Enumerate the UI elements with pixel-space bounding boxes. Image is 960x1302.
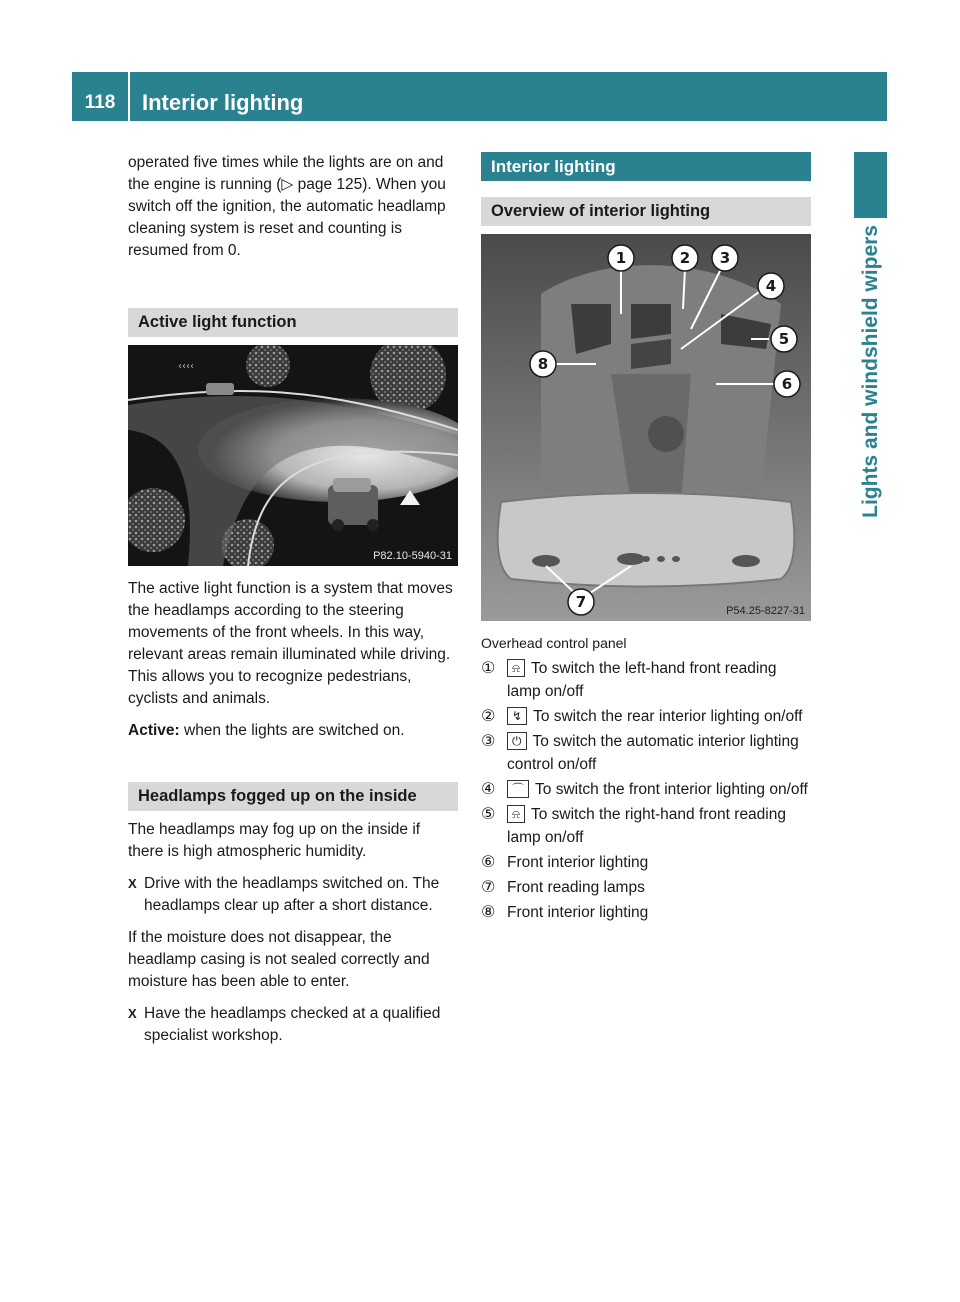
active-text: when the lights are switched on. bbox=[179, 722, 405, 739]
overview-heading: Overview of interior lighting bbox=[481, 197, 811, 226]
side-tab bbox=[855, 225, 887, 805]
callout-7: 7 bbox=[575, 593, 587, 611]
legend-text: To switch the front interior lighting on/off bbox=[535, 781, 808, 798]
legend-list bbox=[481, 657, 811, 924]
figure-code: P54.25-8227-31 bbox=[726, 605, 805, 617]
callout-1: 1 bbox=[615, 249, 627, 267]
fogged-paragraph-1: The headlamps may fog up on the inside if there is high atmospheric humidity. bbox=[128, 821, 421, 860]
active-light-paragraph: The active light function is a system that moves the headlamps according to the steering movements of the front wheels. In this way, relevant areas remain illuminated while driving. This allows you to recognize pedestrians, cyclists and animals. bbox=[128, 580, 453, 707]
legend-item bbox=[481, 730, 811, 776]
front-lighting-icon: ⌒ bbox=[507, 780, 529, 798]
side-tab-block bbox=[854, 152, 887, 218]
legend-text: To switch the left-hand front reading lamp on/off bbox=[507, 660, 777, 700]
legend-text: To switch the rear interior lighting on/off bbox=[533, 708, 803, 725]
legend-number: ⑧ bbox=[481, 904, 496, 921]
legend-item bbox=[481, 803, 811, 849]
active-line bbox=[128, 720, 458, 742]
legend-number: ① bbox=[481, 660, 496, 677]
legend-text: Front reading lamps bbox=[507, 879, 645, 896]
page-title: Interior lighting bbox=[142, 90, 304, 115]
legend-item bbox=[481, 705, 811, 728]
reading-lamp-icon: ⍾ bbox=[507, 805, 525, 823]
legend-text: Front interior lighting bbox=[507, 854, 649, 871]
svg-text:‹‹‹‹: ‹‹‹‹ bbox=[178, 361, 194, 372]
legend-text: To switch the automatic interior lighting control on/off bbox=[507, 733, 799, 773]
legend-item bbox=[481, 778, 811, 801]
fogged-step-1 bbox=[128, 873, 458, 917]
callout-4: 4 bbox=[765, 277, 777, 295]
active-light-figure bbox=[128, 345, 458, 566]
fogged-step-2 bbox=[128, 1003, 458, 1047]
callout-2: 2 bbox=[679, 249, 691, 267]
right-column bbox=[481, 152, 811, 926]
header-bar bbox=[72, 72, 887, 121]
side-tab-label: Lights and windshield wipers bbox=[859, 225, 882, 518]
reading-lamp-icon: ⍾ bbox=[507, 659, 525, 677]
intro-paragraph: operated five times while the lights are on and the engine is running (▷ page 125). When you switch off the ignition, the automatic headlamp cleaning system is reset and counting is resumed from 0. bbox=[128, 154, 446, 259]
active-label: Active: bbox=[128, 722, 180, 739]
legend-number: ⑦ bbox=[481, 879, 496, 896]
figure-caption: Overhead control panel bbox=[481, 635, 627, 651]
callout-6: 6 bbox=[781, 375, 793, 393]
legend-item bbox=[481, 901, 811, 924]
legend-item bbox=[481, 851, 811, 874]
legend-number: ④ bbox=[481, 781, 496, 798]
fogged-heading: Headlamps fogged up on the inside bbox=[128, 782, 458, 811]
legend-number: ② bbox=[481, 708, 496, 725]
fogged-step-2-text: Have the headlamps checked at a qualified specialist workshop. bbox=[144, 1005, 441, 1044]
callout-3: 3 bbox=[719, 249, 731, 267]
active-light-heading: Active light function bbox=[128, 308, 458, 337]
legend-item bbox=[481, 657, 811, 703]
figure-code: P82.10-5940-31 bbox=[373, 550, 452, 562]
fogged-step-1-text: Drive with the headlamps switched on. The headlamps clear up after a short distance. bbox=[144, 875, 440, 914]
legend-number: ③ bbox=[481, 733, 496, 750]
interior-lighting-heading: Interior lighting bbox=[481, 152, 811, 181]
night-road-illustration bbox=[128, 345, 458, 566]
fogged-paragraph-2: If the moisture does not disappear, the headlamp casing is not sealed correctly and moisture has been able to enter. bbox=[128, 929, 430, 990]
automatic-lighting-icon: ⏻ bbox=[507, 732, 527, 750]
callout-8: 8 bbox=[537, 355, 549, 373]
page-number: 118 bbox=[72, 72, 130, 121]
step-arrow-icon: X bbox=[128, 876, 137, 891]
rear-lighting-icon: ↯ bbox=[507, 707, 527, 725]
legend-number: ⑥ bbox=[481, 854, 496, 871]
overhead-control-panel-illustration bbox=[481, 234, 811, 621]
legend-text: To switch the right-hand front reading lamp on/off bbox=[507, 806, 786, 846]
left-column bbox=[128, 152, 458, 1057]
legend-text: Front interior lighting bbox=[507, 904, 649, 921]
callout-5: 5 bbox=[778, 330, 790, 348]
legend-item bbox=[481, 876, 811, 899]
legend-number: ⑤ bbox=[481, 806, 496, 823]
step-arrow-icon: X bbox=[128, 1006, 137, 1021]
overhead-panel-figure bbox=[481, 234, 811, 621]
